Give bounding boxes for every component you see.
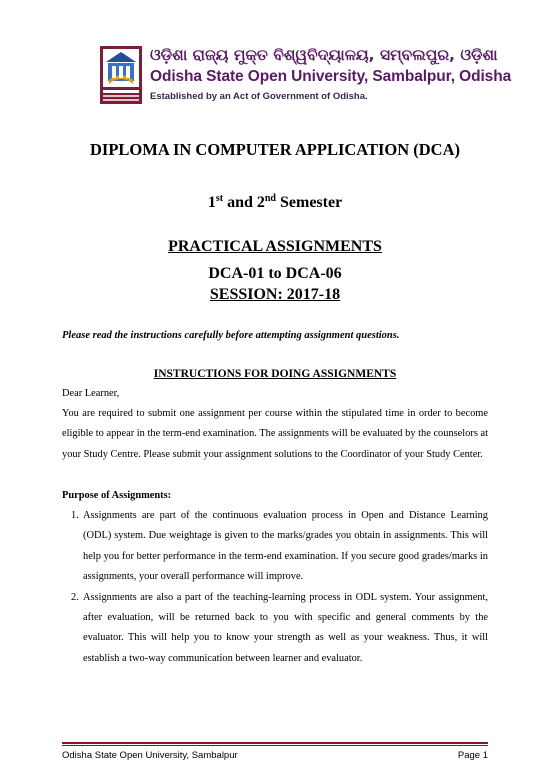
footer-rule [62, 742, 488, 746]
semester-title: 1st and 2nd Semester [207, 193, 343, 211]
university-name-odia: ଓଡ଼ିଶା ରାଜ୍ୟ ମୁକ୍ତ ବିଶ୍ୱବିଦ୍ୟାଳୟ, ସମ୍ବଲପୁର, ଓଡ଼ିଶା [150, 46, 498, 64]
session-title: SESSION: 2017-18 [209, 286, 341, 303]
university-logo-icon [100, 46, 142, 104]
purpose-heading: Purpose of Assignments: [62, 490, 172, 501]
university-name-english: Odisha State Open University, Sambalpur, Odisha [150, 68, 512, 85]
assignment-type-title: PRACTICAL ASSIGNMENTS [168, 238, 382, 255]
greeting: Dear Learner, [62, 388, 120, 399]
instruction-note: Please read the instructions carefully before attempting assignment questions. [62, 330, 400, 341]
page-number: Page 1 [457, 750, 488, 761]
footer-university: Odisha State Open University, Sambalpur [62, 750, 238, 761]
list-item: 1. Assignments are part of the continuous evaluation process in Open and Distance Learning (ODL) system. Due weightage is given to the marks/grades you obtain in assignments. This will help you for better performance in the term-end examination. If you secure good grades/marks in assignments, your overall performance will improve. [71, 510, 488, 583]
purpose-list [62, 506, 488, 669]
instructions-paragraph: You are required to submit one assignment per course within the stipulated time in order to become eligible to appear in the term-end examination. The assignments will be evaluated by the counselors at your Study Centre. Please submit your assignment solutions to the Coordinator of your Study Center. [62, 408, 488, 460]
list-item: 2. Assignments are also a part of the teaching-learning process in ODL system. Your assignment, after evaluation, will be returned back to you with specific and general comments by the evaluator. This will help you to know your strength as well as your weakness. Thus, it will establish a two-way communication between learner and evaluator. [71, 591, 488, 664]
instructions-heading: INSTRUCTIONS FOR DOING ASSIGNMENTS [153, 368, 397, 380]
course-range-title: DCA-01 to DCA-06 [208, 265, 342, 282]
university-establishment: Established by an Act of Government of Odisha. [150, 91, 368, 102]
program-title: DIPLOMA IN COMPUTER APPLICATION (DCA) [89, 140, 461, 159]
